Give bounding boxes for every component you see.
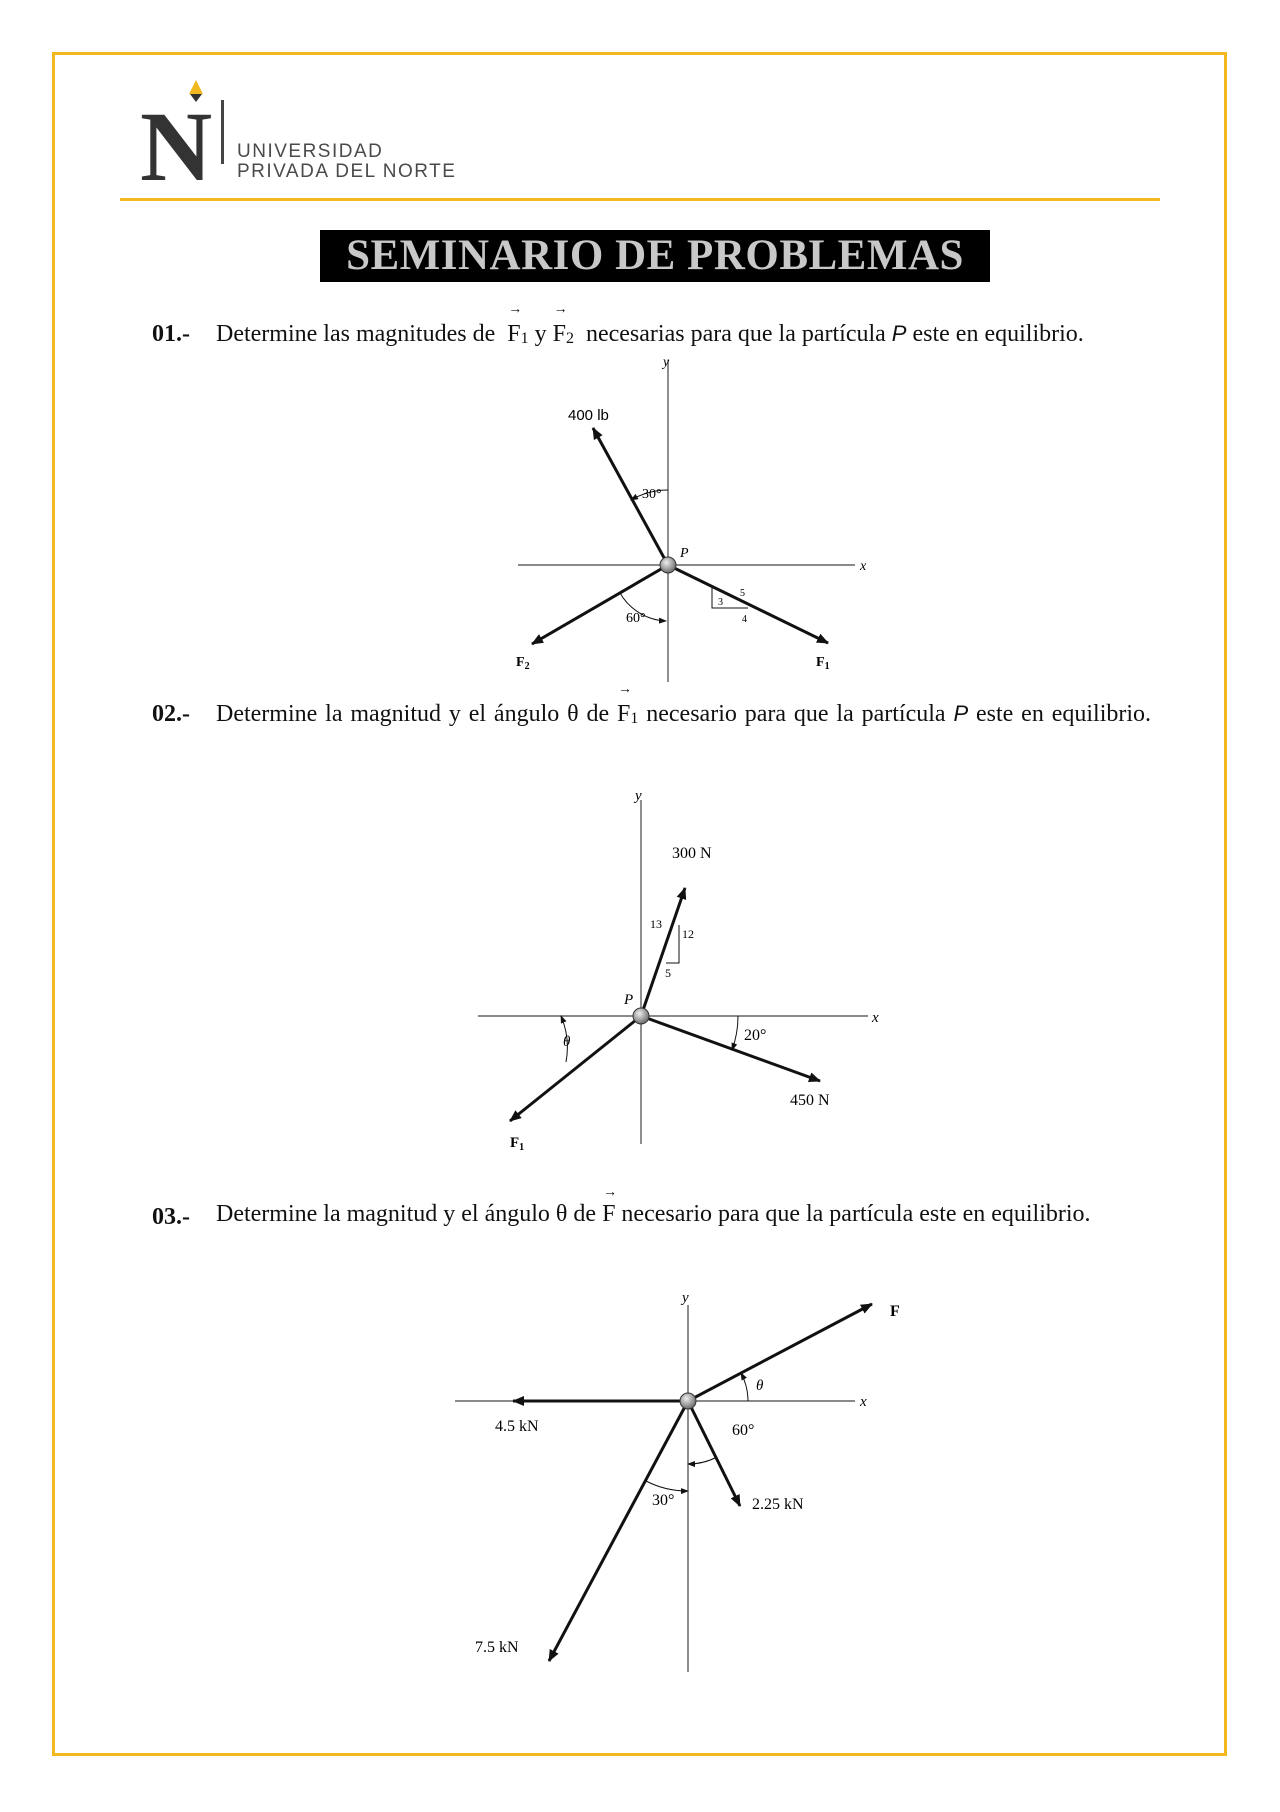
angle-60-label: 60° [626, 611, 646, 626]
angle-theta-arc [741, 1373, 748, 1401]
logo-divider [221, 100, 224, 164]
slope-12-label: 12 [682, 927, 694, 941]
angle-60-label: 60° [732, 1422, 755, 1439]
y-axis-label: y [663, 355, 670, 370]
slope-3-label: 3 [718, 597, 723, 608]
force-f1-label: $F_1$ [510, 1135, 525, 1153]
figure-1 [500, 350, 900, 690]
figure-2 [470, 780, 910, 1160]
angle-30-label: 30° [652, 1492, 675, 1509]
logo-letter: N [140, 91, 213, 185]
slope-4-label: 4 [742, 614, 747, 625]
slope-13-label: 13 [650, 917, 662, 931]
theta-label: θ [563, 1034, 571, 1050]
y-axis-label: y [635, 788, 642, 804]
x-axis-label: x [860, 1394, 867, 1410]
problem-text: Determine la magnitud y el ángulo θ de → F necesario para que la partícula este en equilibrio. [216, 1203, 1151, 1225]
header-rule [120, 198, 1160, 201]
page-title: SEMINARIO DE PROBLEMAS [320, 230, 990, 282]
angle-30-arc [646, 1481, 688, 1491]
vector-f1: → $F_1$ [617, 700, 638, 733]
university-logo [140, 80, 500, 190]
theta-label: θ [756, 1378, 764, 1394]
particle-p-label: P [680, 546, 689, 561]
particle-p-label: P [624, 992, 634, 1008]
problem-number: 03.- [152, 1204, 190, 1230]
problem-text: Determine la magnitud y el ángulo θ de → $F_1$ necesario para que la partícula P este en equilibrio. [216, 700, 1151, 733]
particle [680, 1393, 696, 1409]
angle-30-label: 30° [642, 487, 662, 502]
force-2-25kn-arrow [688, 1401, 740, 1506]
slope-5-label: 5 [665, 966, 671, 980]
figure-3 [440, 1280, 920, 1680]
force-7-5kn-label: 7.5 kN [475, 1639, 519, 1656]
force-f2-label: $F_2$ [516, 655, 530, 672]
force-f-label: F [890, 1303, 900, 1320]
particle-p [660, 557, 676, 573]
vector-f1: → $F_1$ [507, 320, 528, 353]
force-400lb-label: 400 lb [568, 407, 609, 424]
force-f1-arrow [510, 1016, 641, 1121]
problem-number: 01.- [152, 321, 190, 347]
slope-5-label: 5 [740, 588, 745, 599]
x-axis-label: x [860, 559, 867, 574]
force-300n-arrow [641, 888, 685, 1016]
y-axis-label: y [682, 1290, 689, 1306]
force-f1-label: $F_1$ [816, 655, 830, 672]
x-axis-label: x [872, 1010, 879, 1026]
force-f2-arrow [532, 565, 668, 644]
force-f-arrow [688, 1304, 872, 1401]
force-450n-label: 450 N [790, 1092, 830, 1109]
angle-60-arc [688, 1457, 717, 1464]
vector-f2: → $F_2$ [553, 320, 574, 353]
logo-text [237, 142, 456, 182]
force-300n-label: 300 N [672, 845, 712, 862]
problem-number: 02.- [152, 701, 190, 727]
angle-20-label: 20° [744, 1027, 767, 1044]
angle-20-arc [732, 1016, 738, 1050]
force-2-25kn-label: 2.25 kN [752, 1496, 804, 1513]
force-4-5kn-label: 4.5 kN [495, 1418, 539, 1435]
logo-line-1: UNIVERSIDAD [237, 141, 384, 162]
force-f1-arrow [668, 565, 828, 643]
particle-p [633, 1008, 649, 1024]
upn-logo-mark [140, 80, 220, 185]
vector-f: → F [602, 1203, 615, 1225]
problem-text: Determine las magnitudes de → $F_1$ $y \to F_2$ necesarias para que la partícula P este en equilibrio. [216, 320, 1151, 353]
force-7-5kn-arrow [549, 1401, 688, 1661]
force-450n-arrow [641, 1016, 820, 1081]
logo-line-2: PRIVADA DEL NORTE [237, 161, 457, 182]
slope-triangle [666, 925, 679, 963]
